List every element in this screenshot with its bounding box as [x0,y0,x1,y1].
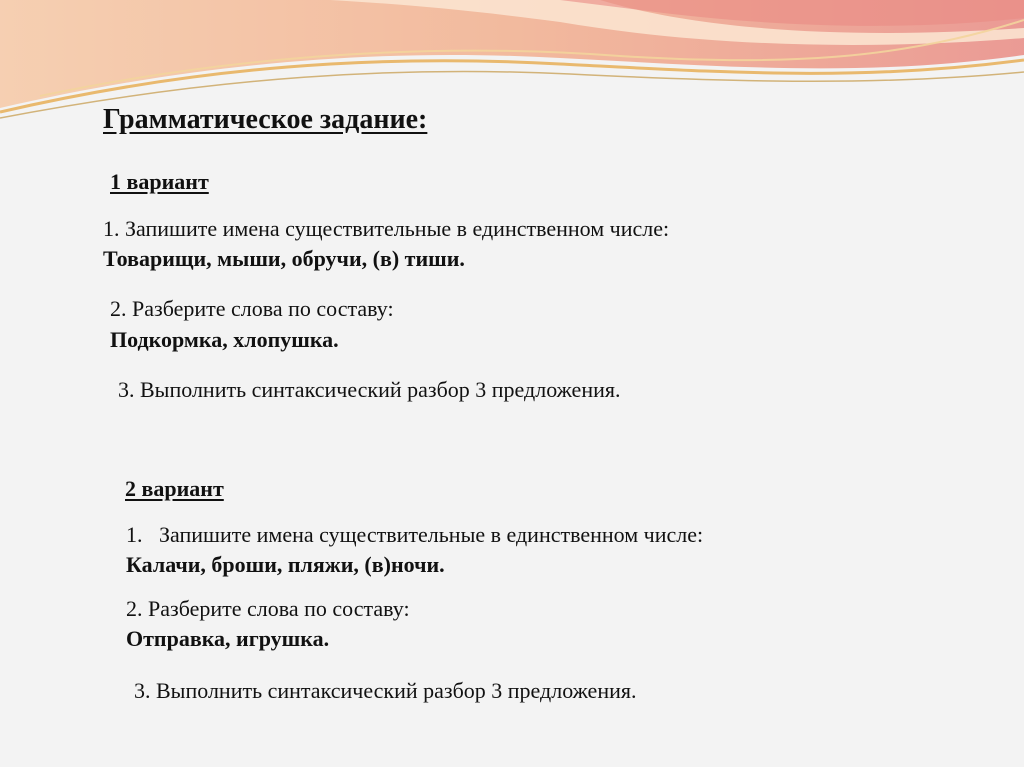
variant-2-task-2-words: Отправка, игрушка. [126,626,330,651]
variant-1-task-2-words: Подкормка, хлопушка. [110,327,339,352]
variant-1-heading: 1 вариант [110,169,209,194]
variant-1-task-2-text: 2. Разберите слова по составу: [110,296,394,321]
variant-1-task-3-text: 3. Выполнить синтаксический разбор 3 предложения. [118,377,621,402]
variant-2-task-3-text: 3. Выполнить синтаксический разбор 3 предложения. [134,678,637,703]
variant-2-task-1-words: Калачи, броши, пляжи, (в)ночи. [126,552,445,577]
variant-1-task-1-words: Товарищи, мыши, обручи, (в) тиши. [103,246,465,271]
slide-title: Грамматическое задание: [103,104,428,135]
variant-2-task-2-text: 2. Разберите слова по составу: [126,596,410,621]
variant-1-task-1-text: 1. Запишите имена существительные в единственном числе: [103,216,670,241]
variant-2-heading: 2 вариант [125,476,224,501]
variant-2-task-1-text: 1. Запишите имена существительные в единственном числе: [126,522,704,547]
